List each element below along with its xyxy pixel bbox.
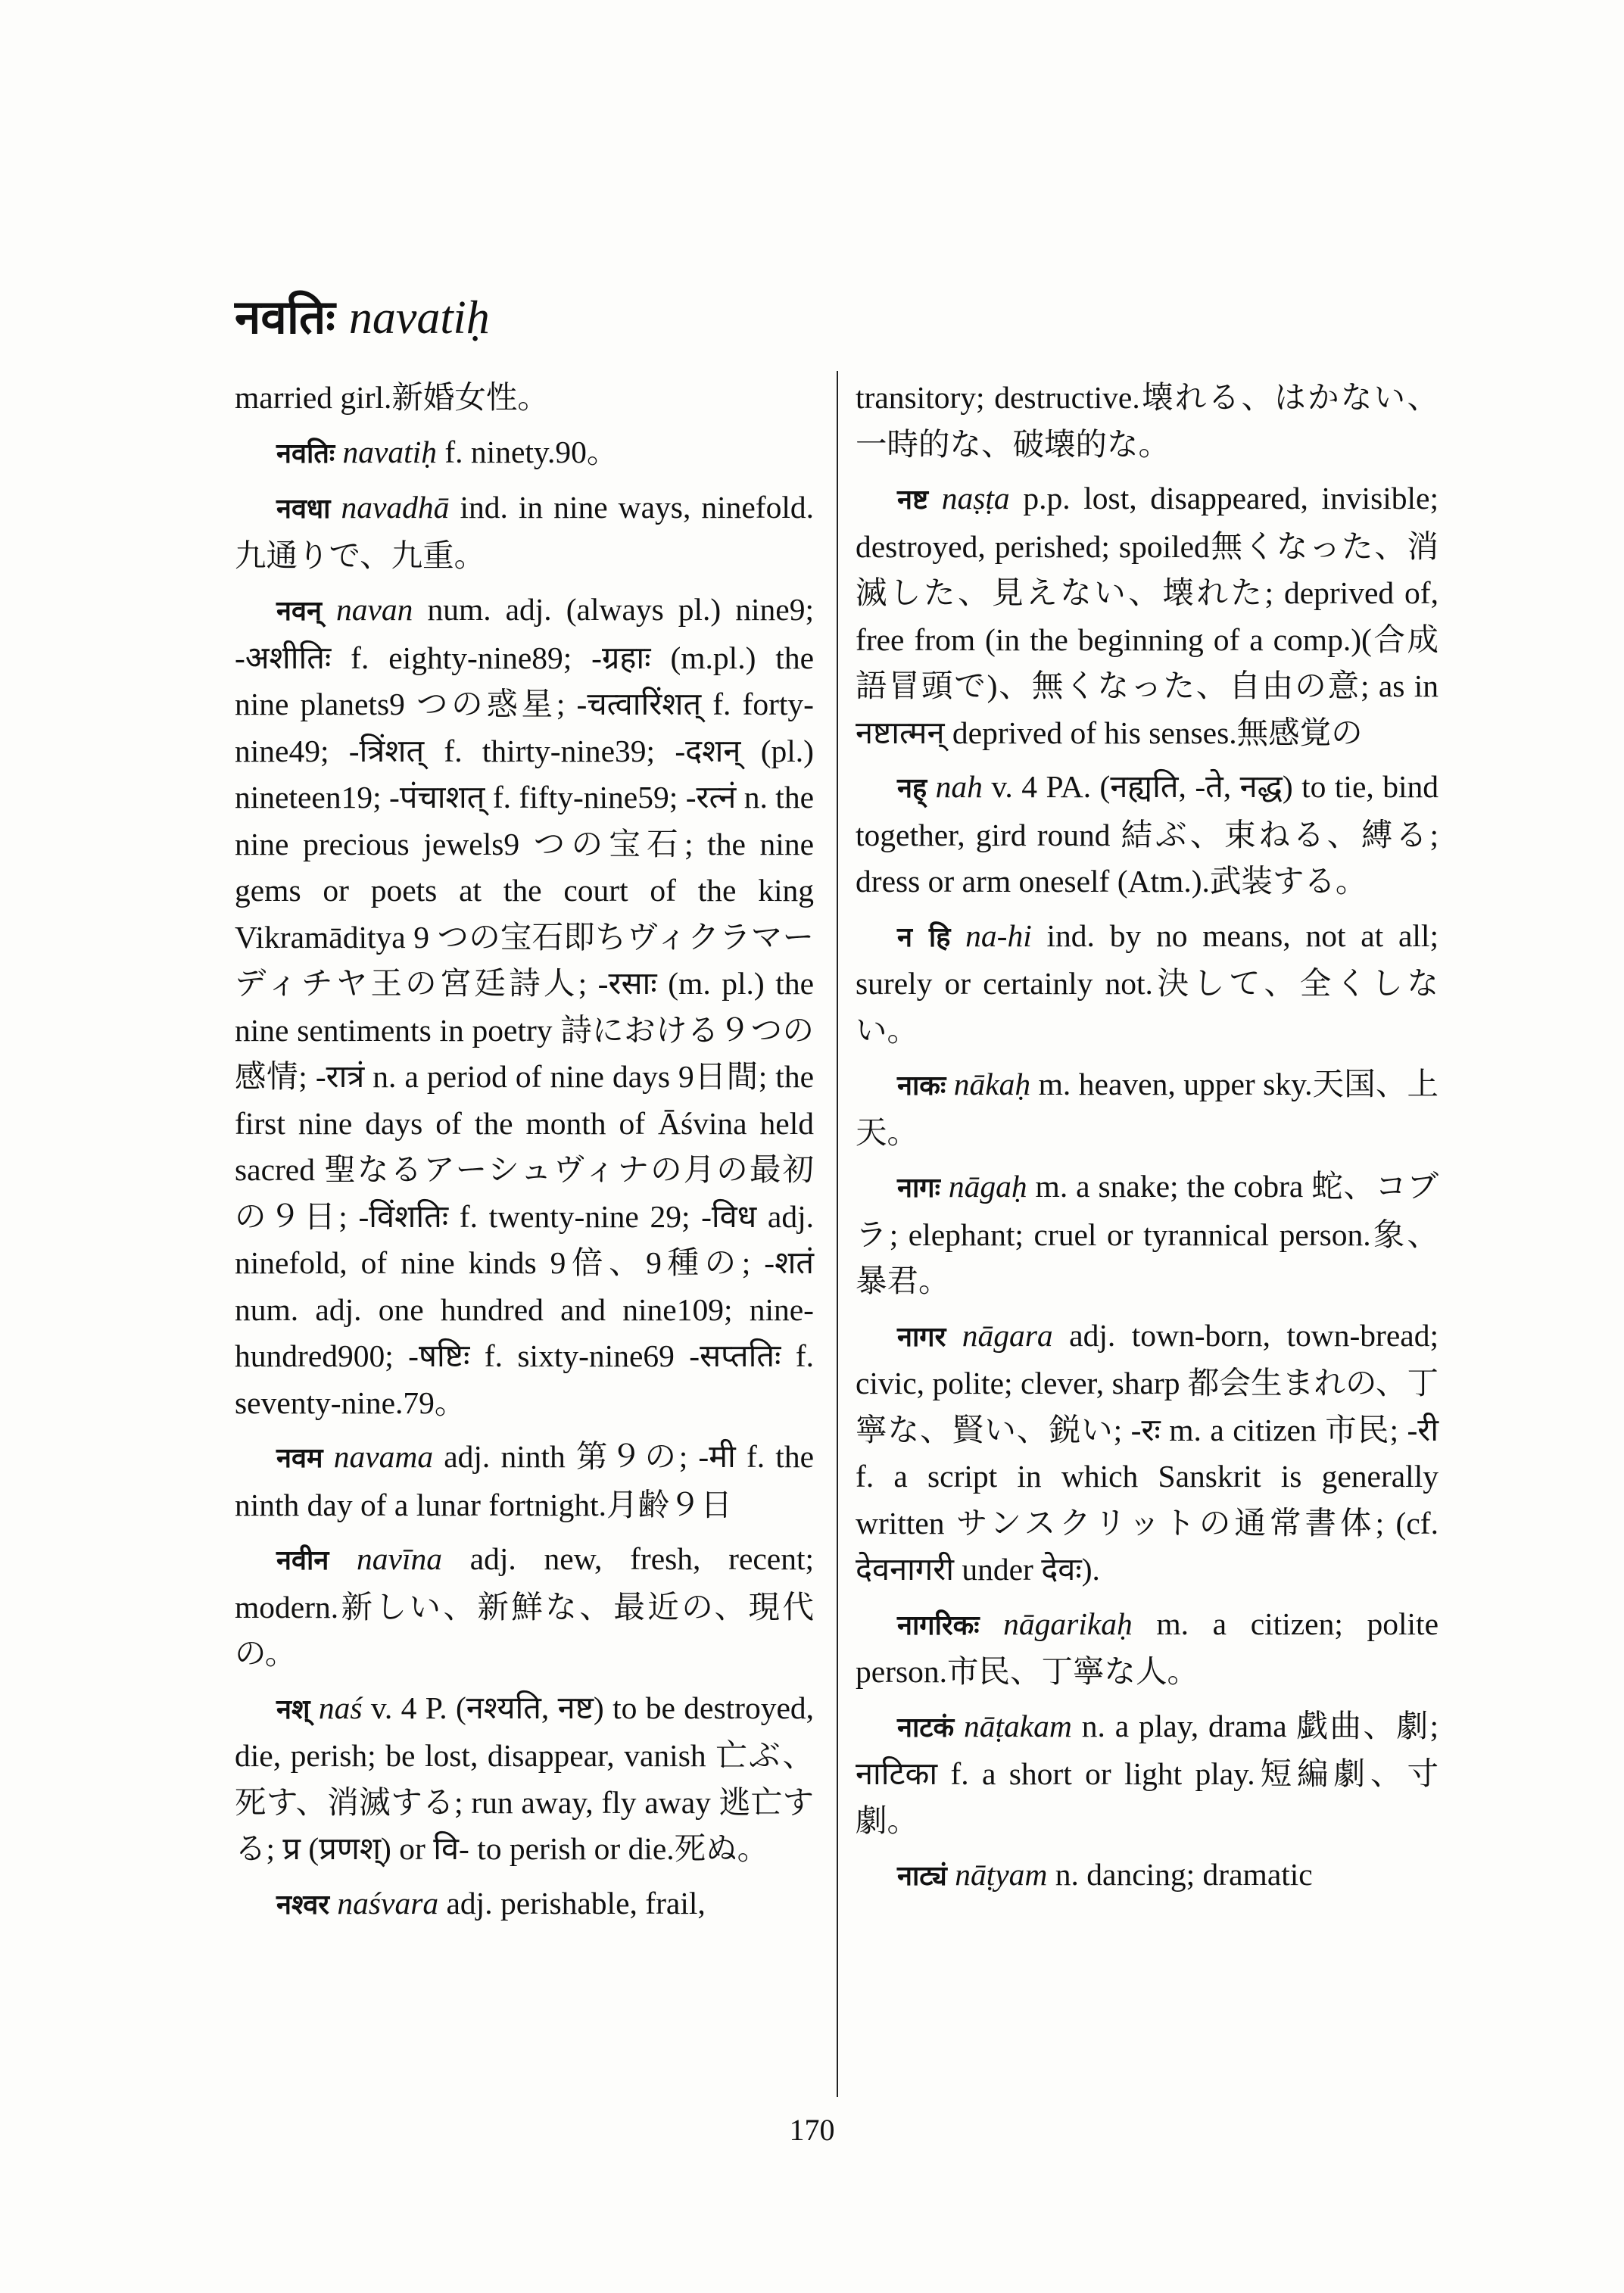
dictionary-entry	[235, 1880, 814, 1929]
dictionary-entry	[856, 1703, 1439, 1845]
entry-definition: transitory; destructive.壊れる、はかない、一時的な、破壊的な。	[856, 380, 1439, 462]
page-number: 170	[789, 2113, 835, 2147]
entry-transliteration: navama	[333, 1439, 434, 1474]
entry-headword: न हि	[897, 921, 951, 953]
header-devanagari: नवतिः	[235, 289, 335, 344]
entry-transliteration: nāgarikaḥ	[1003, 1606, 1133, 1641]
column-divider	[837, 371, 838, 2097]
entry-definition: m. a citizen; polite person.市民、丁寧な人。	[856, 1606, 1439, 1689]
dictionary-entry	[235, 1536, 814, 1678]
entry-headword: नागर	[897, 1321, 946, 1353]
entry-definition: num. adj. (always pl.) nine9; -अशीतिः f. eighty-nine89; -ग्रहाः (m.pl.) the nine planets9 つの惑星; -चत्वारिंशत् f. forty-nine49; -त्रिंशत् f. thirty-nine39; -दशन् (pl.) nineteen19; -पंचाशत् f. fifty-nine59; -रत्नं n. the nine precious jewels9 つの宝石; the nine gems or poets at the court of the king Vikramāditya 9 つの宝石即ちヴィクラマーディチヤ王の宮廷詩人; -रसाः (m. pl.) the nine sentiments in poetry 詩における９つの感情; -रात्रं n. a period of nine days 9日間; the first nine days of the month of Āśvina held sacred 聖なるアーシュヴィナの月の最初の９日; -विंशतिः f. twenty-nine 29; -विध adj. ninefold, of nine kinds 9倍、9種の; -शतं num. adj. one hundred and nine109; nine-hundred900; -षष्टिः f. sixty-nine69 -सप्ततिः f. seventy-nine.79。	[235, 592, 814, 1420]
entry-definition: m. heaven, upper sky.天国、上天。	[856, 1067, 1439, 1150]
entry-transliteration: nāgara	[962, 1317, 1053, 1353]
dictionary-entry	[235, 484, 814, 579]
dictionary-entry	[856, 1852, 1439, 1900]
entry-definition: f. ninety.90。	[444, 434, 619, 469]
entry-transliteration: nāṭyam	[955, 1857, 1048, 1892]
entry-definition: adj. perishable, frail,	[446, 1885, 706, 1921]
entry-definition: adj. ninth 第９の; -मी f. the ninth day of a lunar fortnight.月齢９日	[235, 1439, 815, 1522]
running-header	[235, 284, 490, 347]
entry-transliteration: naś	[318, 1690, 363, 1725]
entry-transliteration: navan	[336, 592, 413, 627]
entry-definition: p.p. lost, disappeared, invisible; destroyed, perished; spoiled無くなった、消滅した、見えない、壊れた; deprived of, free from (in the beginning of a comp.)(合成語冒頭で)、無くなった、自由の意; as in नष्टात्मन् deprived of his senses.無感覚の	[856, 481, 1439, 750]
header-transliteration: navatiḥ	[348, 292, 490, 344]
dictionary-entry	[856, 913, 1439, 1055]
entry-transliteration: nākaḥ	[953, 1067, 1031, 1101]
entry-definition: n. a play, drama 戯曲、劇; नाटिका f. a short or light play.短編劇、寸劇。	[856, 1708, 1439, 1838]
entry-definition: adj. town-born, town-bread; civic, polite; clever, sharp 都会生まれの、丁寧な、賢い、鋭い; -रः m. a citizen 市民; -री f. a script in which Sanskrit is generally written サンスクリットの通常書体; (cf. देवनागरी under देवः).	[856, 1317, 1439, 1587]
entry-transliteration: navadhā	[341, 490, 450, 525]
dictionary-entry	[235, 429, 814, 478]
dictionary-entry	[856, 764, 1439, 905]
left-column	[235, 375, 814, 1936]
entry-transliteration: nah	[935, 769, 983, 804]
entry-transliteration: navīna	[357, 1541, 442, 1576]
entry-headword: नश्	[276, 1693, 310, 1725]
entry-headword: नश्वर	[276, 1889, 330, 1921]
entry-transliteration: naśvara	[337, 1885, 439, 1921]
entry-headword: नाटकं	[897, 1712, 955, 1743]
dictionary-entry	[856, 475, 1439, 756]
right-column	[856, 375, 1439, 1908]
entry-headword: नवन्	[276, 596, 322, 627]
dictionary-entry	[856, 1164, 1439, 1305]
dictionary-entry	[856, 1061, 1439, 1156]
entry-headword: नागः	[897, 1173, 940, 1204]
entry-headword: नवधा	[276, 494, 331, 525]
dictionary-entry	[856, 1601, 1439, 1696]
entry-headword: नाकः	[897, 1070, 946, 1101]
entry-transliteration: na-hi	[965, 918, 1032, 953]
dictionary-entry	[235, 1685, 814, 1873]
entry-definition: n. dancing; dramatic	[1055, 1857, 1313, 1892]
entry-headword: नह्	[897, 773, 927, 804]
entry-definition: m. a snake; the cobra 蛇、コブラ; elephant; cruel or tyrannical person.象、暴君。	[856, 1169, 1439, 1298]
entry-definition: married girl.新婚女性。	[235, 380, 549, 415]
entry-transliteration: navatiḥ	[342, 434, 437, 469]
entry-headword: नवतिः	[276, 438, 335, 469]
entry-headword: नागरिकः	[897, 1609, 980, 1641]
entry-headword: नवीन	[276, 1545, 329, 1576]
entry-transliteration: nāgaḥ	[948, 1169, 1027, 1204]
dictionary-entry	[856, 375, 1439, 468]
dictionary-entry	[235, 1434, 814, 1528]
entry-transliteration: nāṭakam	[963, 1708, 1072, 1743]
entry-headword: नाट्यं	[897, 1861, 947, 1892]
dictionary-entry	[235, 587, 814, 1426]
dictionary-entry	[235, 375, 814, 422]
entry-headword: नवम	[276, 1443, 323, 1474]
dictionary-entry	[856, 1313, 1439, 1594]
entry-definition: adj. new, fresh, recent; modern.新しい、新鮮な、最近の、現代の。	[235, 1541, 815, 1671]
entry-headword: नष्ट	[897, 484, 929, 516]
entry-definition: v. 4 P. (नश्यति, नष्ट) to be destroyed, die, perish; be lost, disappear, vanish 亡ぶ、死す、消滅する; run away, fly away 逃亡する; प्र (प्रणश्) or वि- to perish or die.死ぬ。	[235, 1690, 814, 1866]
entry-transliteration: naṣṭa	[941, 481, 1010, 516]
entry-definition: v. 4 PA. (नह्यति, -ते, नद्ध) to tie, bind together, gird round 結ぶ、束ねる、縛る; dress or arm oneself (Atm.).武装する。	[856, 769, 1439, 899]
entry-definition: ind. in nine ways, ninefold.九通りで、九重。	[235, 490, 815, 573]
entry-definition: ind. by no means, not at all; surely or certainly not.決して、全くしない。	[856, 918, 1439, 1048]
